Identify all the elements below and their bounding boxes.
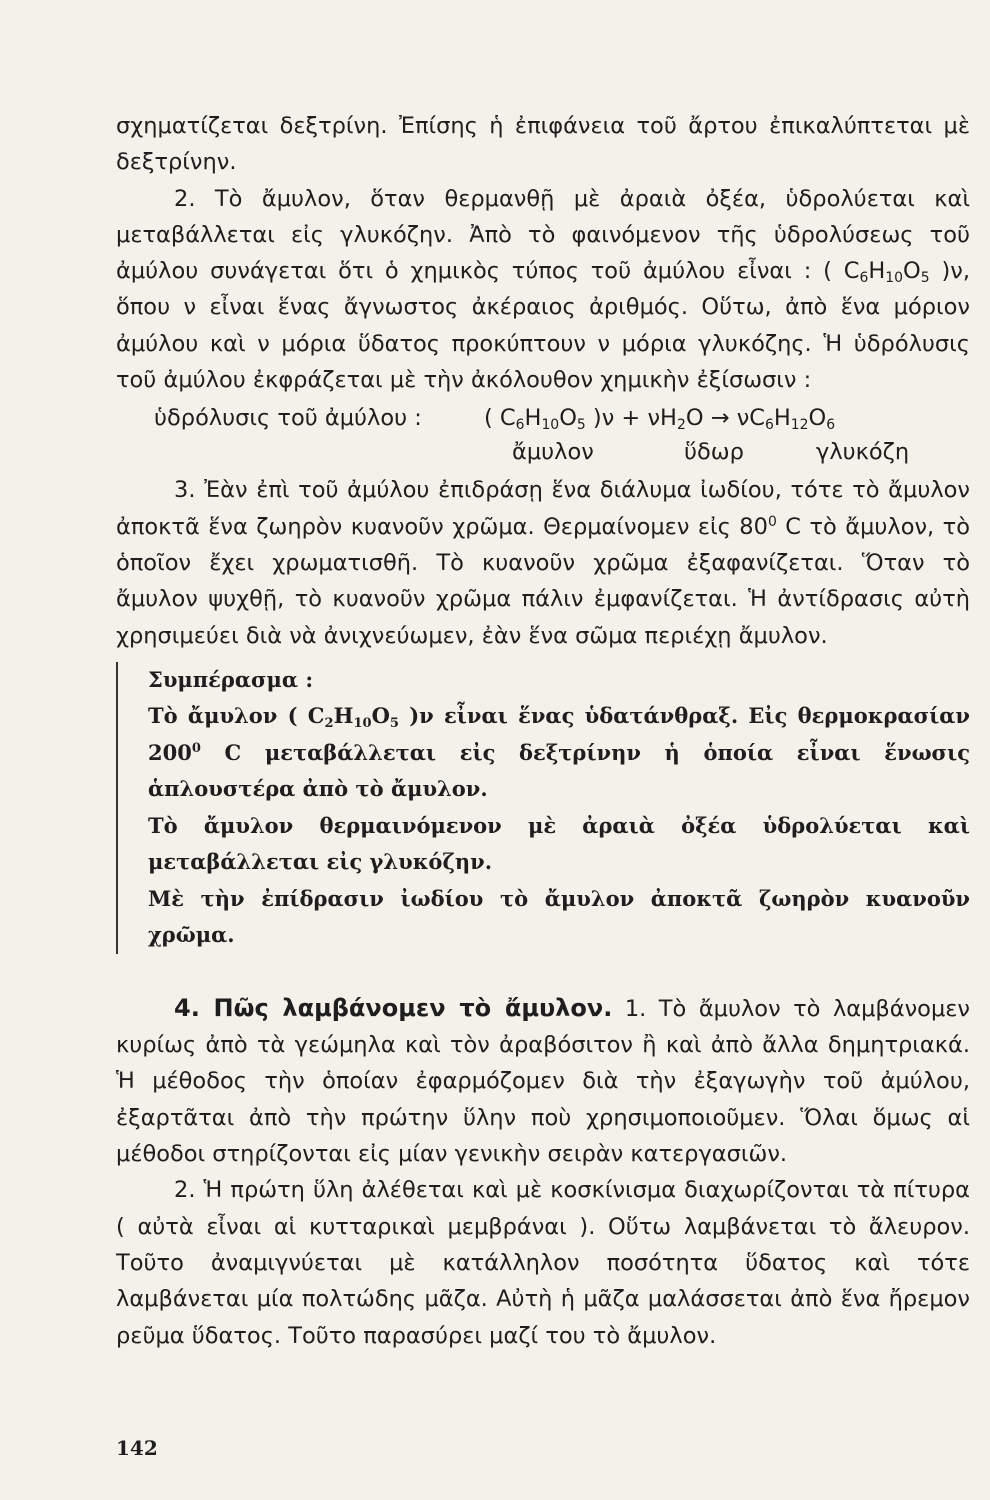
paragraph-2 <box>116 181 970 399</box>
subscript: 5 <box>576 417 586 434</box>
text-run: C τὸ ἄμυλον, τὸ ὁποῖον ἔχει χρωματισθῆ. Τὸ κυανοῦν χρῶμα ἐξαφανίζεται. Ὅταν τὸ ἄμυλον ψυχθῇ, τὸ κυανοῦν χρῶμα πάλιν ἐμφανίζεται. Ἡ ἀντίδρασις αὐτὴ χρησιμεύει διὰ νὰ ἀνιχνεύωμεν, ἐὰν ἕνα σῶμα περιέχῃ ἄμυλον. <box>116 513 970 649</box>
paragraph-3 <box>116 472 970 653</box>
subscript: 2 <box>676 417 686 434</box>
conclusion-line-2: Τὸ ἄμυλον θερμαινόμενον μὲ ἀραιὰ ὀξέα ὑδρολύεται καὶ μεταβάλλεται εἰς γλυκόζην. <box>148 812 970 875</box>
text-run: H <box>868 258 886 285</box>
subscript: 5 <box>389 716 399 732</box>
paragraph-1: σχηματίζεται δεξτρίνη. Ἐπίσης ἡ ἐπιφάνεια τοῦ ἄρτου ἐπικαλύπτεται μὲ δεξτρίνην. <box>116 113 970 176</box>
text-run: H <box>773 405 791 432</box>
text-run: → νC <box>703 405 765 432</box>
subscript: 10 <box>353 716 372 732</box>
conclusion-box <box>116 662 970 954</box>
text-run: 1. Τὸ ἄμυλον τὸ λαμβάνομεν κυρίως ἀπὸ τὰ γεώμηλα καὶ τὸν ἀραβόσιτον ἢ καὶ ἀπὸ ἄλλα δημητριακά. Ἡ μέθοδος τὴν ὁποίαν ἐφαρμόζομεν διὰ τὴν ἐξαγωγὴν τοῦ ἀμύλου, ἐξαρτᾶται ἀπὸ τὴν πρώτην ὕλην ποὺ χρησιμοποιοῦμεν. Ὅλαι ὅμως αἱ μέθοδοι στηρίζονται εἰς μίαν γενικὴν σειρὰν κατεργασιῶν. <box>116 995 970 1168</box>
equation-label: ὑδρόλυσις τοῦ ἀμύλου : <box>154 405 422 432</box>
subscript: 12 <box>790 417 809 434</box>
subscript: 10 <box>885 270 904 287</box>
conclusion-title: Συμπέρασμα : <box>148 666 314 692</box>
section-4 <box>116 990 970 1354</box>
subscript: 5 <box>920 270 930 287</box>
text-run: )ν, ὅπου ν εἶναι ἕνας ἄγνωστος ἀκέραιος ἀριθμός. Οὕτω, ἀπὸ ἕνα μόριον ἀμύλου καὶ ν μόρια ὕδατος προκύπτουν ν μόρια γλυκόζης. Ἡ ὑδρόλυσις τοῦ ἀμύλου ἐκφράζεται μὲ τὴν ἀκόλουθον χημικὴν ἐξίσωσιν : <box>116 258 970 394</box>
text-run: O <box>371 703 390 729</box>
equation-formula <box>484 400 970 436</box>
subscript: 2 <box>324 716 334 732</box>
section-4-paragraph-2: 2. Ἡ πρώτη ὕλη ἀλέθεται καὶ μὲ κοσκίνισμα διαχωρίζονται τὰ πίτυρα ( αὐτὰ εἶναι αἱ κυτταρικαὶ μεμβράναι ). Οὕτω λαμβάνεται τὸ ἄλευρον. Τοῦτο ἀναμιγνύεται μὲ κατάλληλον ποσότητα ὕδατος καὶ τότε λαμβάνεται μία πολτώδης μᾶζα. Αὐτὴ ἡ μᾶζα μαλάσσεται ἀπὸ ἕνα ἤρεμον ρεῦμα ὕδατος. Τοῦτο παρασύρει μαζί του τὸ ἄμυλον. <box>116 1177 970 1349</box>
label-glucose: γλυκόζη <box>816 439 910 466</box>
hydrolysis-equation <box>116 400 970 472</box>
conclusion-line-3: Μὲ τὴν ἐπίδρασιν ἰωδίου τὸ ἄμυλον ἀποκτᾶ ζωηρὸν κυανοῦν χρῶμα. <box>148 885 970 948</box>
text-run: H <box>333 703 354 729</box>
subscript: 6 <box>826 417 836 434</box>
conclusion-line-1 <box>148 698 970 808</box>
text-run: O <box>559 405 577 432</box>
text-run: C μεταβάλλεται εἰς δεξτρίνην ἡ ὁποία εἶναι ἕνωσις ἁπλουστέρα ἀπὸ τὸ ἄμυλον. <box>148 739 970 802</box>
text-run: ( C <box>484 405 516 432</box>
text-run: )ν <box>585 405 615 432</box>
text-run: O <box>808 405 827 432</box>
subscript: 10 <box>541 417 560 434</box>
subscript: 6 <box>859 270 869 287</box>
text-run: + νH <box>614 405 677 432</box>
text-run: 2. Τὸ ἄμυλον, ὅταν θερμανθῇ μὲ ἀραιὰ ὀξέα, ὑδρολύεται καὶ μεταβάλλεται εἰς γλυκόζην. Ἀπὸ τὸ φαινόμενον τῆς ὑδρολύσεως τοῦ ἀμύλου συνάγεται ὅτι ὁ χημικὸς τύπος τοῦ ἀμύλου εἶναι : ( C <box>116 185 970 285</box>
superscript: 0 <box>767 513 777 530</box>
text-run: )ν εἶναι ἕνας ὑδατάνθραξ. Εἰς θερμοκρασίαν 200 <box>148 703 970 765</box>
section-4-paragraph-1 <box>116 990 970 1172</box>
text-run: O <box>685 405 704 432</box>
page-number: 142 <box>116 1436 158 1460</box>
label-water: ὕδωρ <box>684 439 744 466</box>
superscript: 0 <box>191 740 201 756</box>
text-run: H <box>524 405 542 432</box>
text-run: Τὸ ἄμυλον ( C <box>148 703 325 729</box>
subscript: 6 <box>515 417 525 434</box>
subscript: 6 <box>764 417 774 434</box>
text-run: 3. Ἐὰν ἐπὶ τοῦ ἀμύλου ἐπιδράσῃ ἕνα διάλυμα ἰωδίου, τότε τὸ ἄμυλον ἀποκτᾶ ἕνα ζωηρὸν κυανοῦν χρῶμα. Θερμαίνομεν εἰς 80 <box>116 477 970 540</box>
text-run: O <box>903 258 921 285</box>
page-body <box>116 108 970 1354</box>
label-starch: ἄμυλον <box>512 439 594 466</box>
section-heading: 4. Πῶς λαμβάνομεν τὸ ἄμυλον. <box>174 993 613 1022</box>
equation-body <box>484 400 970 472</box>
